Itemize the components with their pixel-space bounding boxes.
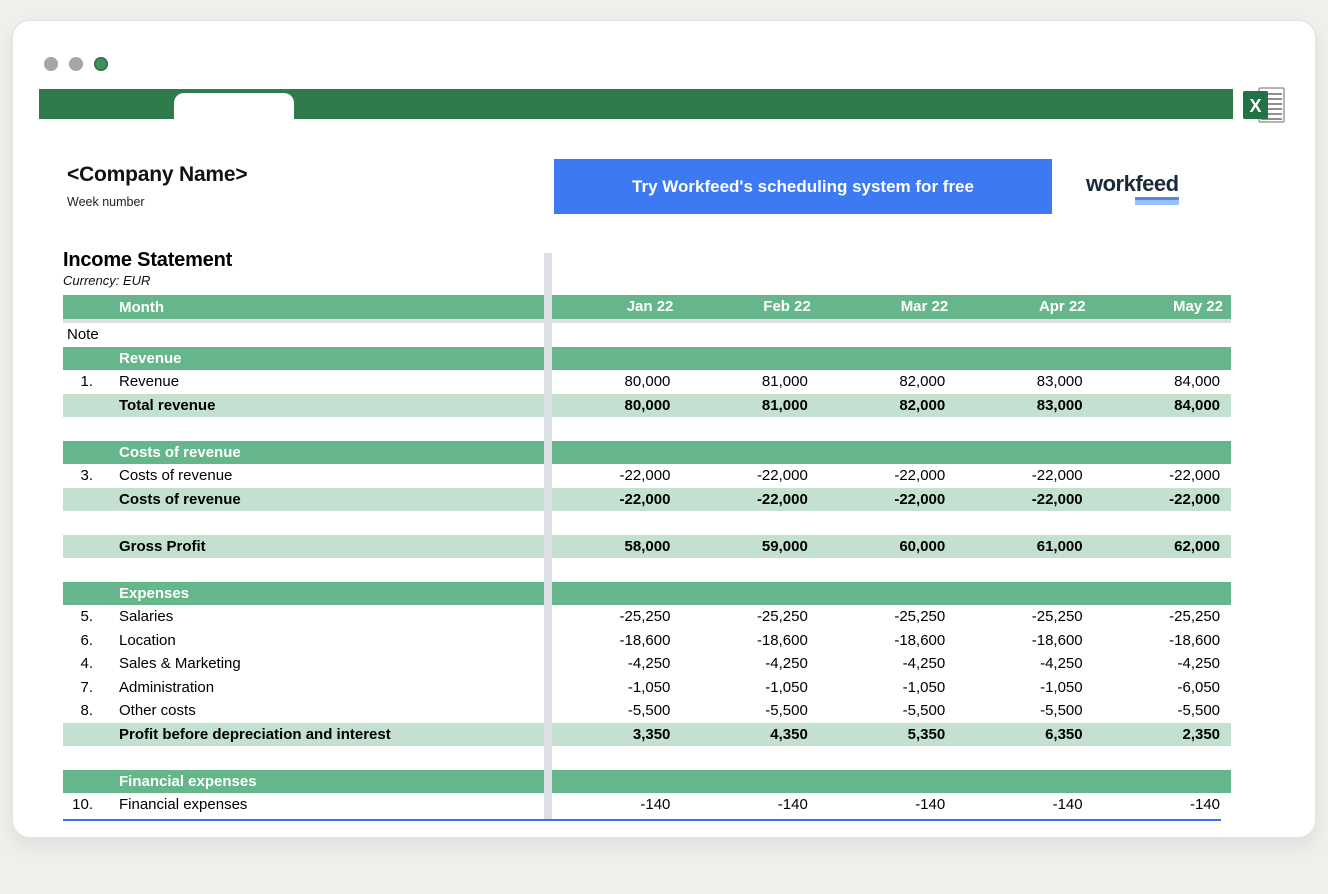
value-cell[interactable]: -22,000 (1169, 467, 1221, 484)
table-header-row (63, 295, 1231, 319)
value-cell[interactable]: 80,000 (624, 396, 671, 414)
value-cell[interactable]: -140 (915, 796, 946, 813)
value-cell[interactable] (819, 558, 956, 582)
value-cell[interactable] (956, 770, 1093, 794)
value-cell[interactable]: -140 (1052, 796, 1083, 813)
value-cell[interactable] (1094, 582, 1231, 606)
spreadsheet-ribbon-bar (39, 89, 1233, 119)
section-header-label[interactable]: Costs of revenue (119, 443, 241, 461)
value-cell[interactable]: 60,000 (899, 537, 946, 555)
value-cell[interactable] (819, 511, 956, 535)
sheet-tab[interactable] (174, 93, 294, 119)
workfeed-logo-work: work (1086, 171, 1136, 196)
value-cell[interactable] (819, 347, 956, 371)
value-cell[interactable]: 83,000 (1036, 373, 1083, 390)
income-table-rows (63, 323, 1231, 817)
value-cell[interactable] (956, 417, 1093, 441)
value-cell[interactable]: -18,600 (619, 631, 671, 649)
table-row-item (63, 676, 1231, 700)
sheet-title-block (63, 249, 232, 288)
value-cell[interactable] (1094, 347, 1231, 371)
value-cell[interactable] (544, 417, 681, 441)
value-cell[interactable]: -25,250 (756, 608, 808, 625)
month-header-cell[interactable]: Feb 22 (763, 298, 811, 315)
value-cell[interactable]: -22,000 (1031, 490, 1083, 508)
table-row-total (63, 723, 1231, 747)
value-cell[interactable]: -1,050 (627, 678, 671, 696)
value-cell[interactable]: -4,250 (902, 655, 946, 672)
value-cell[interactable]: -5,500 (1040, 702, 1083, 719)
value-cell[interactable] (1094, 511, 1231, 535)
value-cell[interactable]: -18,600 (756, 631, 808, 649)
value-cell[interactable]: 80,000 (624, 373, 671, 390)
value-cell[interactable]: -22,000 (756, 467, 808, 484)
table-row-item (63, 464, 1231, 488)
value-cell[interactable]: -6,050 (1177, 678, 1221, 696)
month-column-header[interactable]: Month (119, 298, 164, 316)
sheet-title: Income Statement (63, 249, 233, 271)
value-cell[interactable]: 82,000 (899, 396, 946, 414)
value-cell[interactable]: -22,000 (756, 490, 808, 508)
note-number-cell[interactable]: 3. (80, 467, 93, 485)
value-cell[interactable]: 83,000 (1036, 396, 1083, 414)
section-header-label[interactable]: Revenue (119, 349, 182, 367)
month-header-cell[interactable]: Jan 22 (626, 298, 674, 315)
row-label-cell[interactable]: Sales & Marketing (119, 655, 241, 673)
company-name-placeholder: <Company Name> (67, 163, 248, 186)
value-cell[interactable]: -4,250 (1040, 655, 1083, 672)
row-label-cell[interactable]: Location (119, 631, 176, 649)
value-cell[interactable] (681, 441, 818, 465)
total-label-cell[interactable]: Costs of revenue (119, 490, 241, 508)
value-cell[interactable] (956, 582, 1093, 606)
row-label-cell[interactable]: Salaries (119, 608, 174, 626)
table-row-spacer (63, 511, 1231, 535)
table-row-spacer (63, 746, 1231, 770)
total-label-cell[interactable]: Total revenue (119, 396, 216, 414)
value-cell[interactable] (956, 746, 1093, 770)
value-cell[interactable]: -22,000 (894, 490, 946, 508)
window-controls (44, 57, 108, 71)
section-header-label[interactable]: Financial expenses (119, 772, 257, 790)
note-number-cell[interactable]: 10. (72, 796, 93, 814)
total-label-cell[interactable]: Gross Profit (119, 537, 206, 555)
value-cell[interactable] (681, 582, 818, 606)
value-cell[interactable] (1094, 417, 1231, 441)
table-row-item (63, 629, 1231, 653)
value-cell[interactable]: 81,000 (761, 396, 808, 414)
value-cell[interactable] (544, 770, 681, 794)
table-row-item (63, 793, 1231, 817)
table-row-total (63, 535, 1231, 559)
value-cell[interactable] (544, 323, 681, 347)
value-cell[interactable] (681, 417, 818, 441)
value-cell[interactable]: -4,250 (627, 655, 671, 672)
table-row-item (63, 699, 1231, 723)
value-cell[interactable] (681, 746, 818, 770)
table-row-spacer (63, 558, 1231, 582)
svg-text:X: X (1249, 96, 1262, 116)
table-row-item (63, 605, 1231, 629)
value-cell[interactable] (681, 558, 818, 582)
value-cell[interactable]: -5,500 (902, 702, 946, 719)
value-cell[interactable]: 5,350 (907, 725, 946, 743)
table-row-section (63, 441, 1231, 465)
value-cell[interactable] (1094, 770, 1231, 794)
month-headers (544, 295, 1231, 319)
value-cell[interactable]: 81,000 (761, 373, 808, 390)
value-cell[interactable] (819, 582, 956, 606)
window-control-dot[interactable] (44, 57, 58, 71)
selection-line (63, 819, 1221, 821)
section-header-label[interactable]: Expenses (119, 584, 190, 602)
note-number-cell[interactable]: 7. (80, 678, 93, 696)
value-cell[interactable]: 84,000 (1174, 373, 1221, 390)
value-cell[interactable] (819, 417, 956, 441)
value-cell[interactable]: 4,350 (770, 725, 808, 743)
value-cell[interactable] (956, 558, 1093, 582)
value-cell[interactable] (544, 441, 681, 465)
value-cell[interactable]: -140 (1190, 796, 1221, 813)
value-cell[interactable]: -4,250 (765, 655, 808, 672)
value-cell[interactable] (819, 770, 956, 794)
currency-label: Currency: EUR (63, 273, 151, 288)
month-header-cell[interactable]: Apr 22 (1038, 298, 1086, 315)
value-cell[interactable]: -1,050 (1040, 678, 1083, 696)
note-number-cell[interactable]: 4. (80, 655, 93, 673)
value-cell[interactable]: -22,000 (1031, 467, 1083, 484)
row-label-cell[interactable]: Other costs (119, 702, 196, 720)
table-row-total (63, 394, 1231, 418)
value-cell[interactable] (819, 746, 956, 770)
workfeed-cta-banner[interactable]: Try Workfeed's scheduling system for free (554, 159, 1052, 214)
table-row-total (63, 488, 1231, 512)
value-cell[interactable] (544, 511, 681, 535)
value-cell[interactable] (544, 558, 681, 582)
window-control-dot[interactable] (69, 57, 83, 71)
value-cell[interactable]: -18,600 (894, 631, 946, 649)
value-cell[interactable]: -25,250 (1031, 608, 1083, 625)
value-cell[interactable]: -25,250 (1169, 608, 1221, 625)
value-cell[interactable]: 59,000 (761, 537, 808, 555)
note-column-label[interactable]: Note (67, 326, 99, 344)
month-header-cell[interactable]: May 22 (1172, 298, 1224, 315)
value-cell[interactable]: -18,600 (1169, 631, 1221, 649)
row-label-cell[interactable]: Administration (119, 678, 215, 696)
value-cell[interactable]: 58,000 (624, 537, 671, 555)
value-cell[interactable]: -5,500 (765, 702, 808, 719)
value-cell[interactable] (956, 441, 1093, 465)
value-cell[interactable]: -18,600 (1031, 631, 1083, 649)
table-row-spacer (63, 417, 1231, 441)
value-cell[interactable] (681, 347, 818, 371)
value-cell[interactable] (681, 323, 818, 347)
table-row-section (63, 770, 1231, 794)
value-cell[interactable] (819, 441, 956, 465)
value-cell[interactable]: -22,000 (1169, 490, 1221, 508)
value-cell[interactable] (1094, 441, 1231, 465)
value-cell[interactable]: 2,350 (1182, 725, 1221, 743)
frozen-pane-divider (544, 253, 552, 819)
value-cell[interactable] (819, 323, 956, 347)
table-row-section (63, 347, 1231, 371)
window-control-dot[interactable] (94, 57, 108, 71)
income-statement-table (63, 295, 1231, 817)
workfeed-logo[interactable] (1086, 171, 1179, 197)
value-cell[interactable]: 62,000 (1174, 537, 1221, 555)
table-row-note (63, 323, 1231, 347)
value-cell[interactable] (681, 511, 818, 535)
value-cell[interactable]: -140 (777, 796, 808, 813)
note-number-cell[interactable]: 5. (80, 608, 93, 626)
company-header (67, 163, 247, 209)
note-number-cell[interactable]: 1. (80, 373, 93, 391)
excel-icon[interactable] (1241, 85, 1287, 125)
value-cell[interactable]: -22,000 (619, 467, 671, 484)
value-cell[interactable]: -5,500 (1177, 702, 1221, 719)
value-cell[interactable]: 61,000 (1036, 537, 1083, 555)
value-cell[interactable]: 82,000 (899, 373, 946, 390)
table-row-item (63, 652, 1231, 676)
row-label-cell[interactable]: Costs of revenue (119, 467, 233, 485)
total-label-cell[interactable]: Profit before depreciation and interest (119, 725, 391, 743)
value-cell[interactable] (544, 582, 681, 606)
value-cell[interactable]: -1,050 (902, 678, 946, 696)
row-label-cell[interactable]: Financial expenses (119, 796, 248, 814)
month-header-cell[interactable]: Mar 22 (900, 298, 949, 315)
value-cell[interactable]: 6,350 (1045, 725, 1083, 743)
value-cell[interactable] (956, 347, 1093, 371)
value-cell[interactable]: -4,250 (1177, 655, 1221, 672)
note-number-cell[interactable]: 8. (80, 702, 93, 720)
table-row-item (63, 370, 1231, 394)
row-label-cell[interactable]: Revenue (119, 373, 180, 391)
value-cell[interactable] (681, 770, 818, 794)
value-cell[interactable] (1094, 323, 1231, 347)
value-cell[interactable] (544, 347, 681, 371)
value-cell[interactable]: -5,500 (627, 702, 671, 719)
browser-window (12, 20, 1316, 838)
value-cell[interactable]: -22,000 (894, 467, 946, 484)
note-number-cell[interactable]: 6. (80, 631, 93, 649)
week-number-label: Week number (67, 195, 145, 209)
value-cell[interactable]: -1,050 (765, 678, 808, 696)
value-cell[interactable] (956, 511, 1093, 535)
value-cell[interactable]: -140 (640, 796, 671, 813)
table-row-section (63, 582, 1231, 606)
value-cell[interactable]: 3,350 (632, 725, 671, 743)
workfeed-logo-feed: feed (1135, 171, 1179, 196)
value-cell[interactable] (1094, 746, 1231, 770)
value-cell[interactable] (544, 746, 681, 770)
value-cell[interactable] (956, 323, 1093, 347)
value-cell[interactable]: -22,000 (619, 490, 671, 508)
value-cell[interactable]: -25,250 (894, 608, 946, 625)
value-cell[interactable] (1094, 558, 1231, 582)
value-cell[interactable]: 84,000 (1174, 396, 1221, 414)
value-cell[interactable]: -25,250 (619, 608, 671, 625)
